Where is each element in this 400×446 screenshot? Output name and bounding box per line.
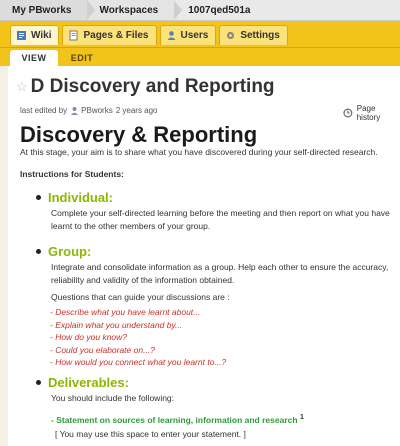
section-deliverables-heading (36, 375, 129, 390)
last-edited (20, 106, 158, 115)
question-item: - Describe what you have learnt about... (50, 307, 201, 317)
statement-link-label: - Statement on sources of learning, information and research (51, 414, 298, 425)
questions-list (50, 306, 226, 369)
wiki-icon (16, 30, 27, 41)
tab-wiki-label: Wiki (31, 30, 52, 41)
breadcrumb (0, 0, 400, 21)
page-history-label: Page history (356, 104, 381, 122)
individual-text: Complete your self-directed learning before the meeting and then report on what you have learnt to the other members of your group. (51, 208, 390, 231)
section-group-heading (36, 244, 91, 259)
breadcrumb-current-label: 1007qed501a (188, 4, 251, 16)
title-row (16, 76, 275, 98)
mode-tabs (0, 48, 400, 66)
star-icon[interactable]: ☆ (16, 79, 28, 94)
question-item: - Could you elaborate on...? (50, 344, 155, 355)
pbworks-user-icon (70, 106, 79, 115)
bullet-icon (36, 195, 41, 200)
individual-heading-label: Individual: (48, 190, 113, 205)
breadcrumb-my-pbworks-label: My PBworks (12, 4, 72, 16)
deliverables-heading-label: Deliverables: (48, 375, 129, 390)
tab-users[interactable] (160, 25, 217, 45)
breadcrumb-workspaces[interactable] (87, 0, 174, 20)
question-item: - How do you know? (50, 332, 128, 342)
last-edited-author[interactable]: PBworks (81, 106, 113, 115)
statement-link[interactable] (51, 414, 304, 425)
footnote-marker[interactable]: 1 (299, 414, 304, 421)
last-edited-time: 2 years ago (115, 106, 158, 115)
intro-text: At this stage, your aim is to share what you have discovered during your self-directed research. (20, 147, 378, 157)
nav-bar (0, 21, 400, 48)
tab-settings[interactable] (219, 25, 287, 45)
breadcrumb-my-pbworks[interactable] (0, 0, 87, 20)
tab-settings-label: Settings (240, 30, 280, 41)
bullet-icon (36, 249, 41, 254)
group-heading-label: Group: (48, 244, 92, 259)
group-text: Integrate and consolidate information as a group. Help each other to ensure the accuracy, reliability and validity of the information obtained. (51, 262, 389, 285)
tab-pages-files[interactable] (62, 25, 156, 45)
bullet-icon (36, 380, 41, 385)
breadcrumb-current-workspace[interactable] (174, 0, 266, 20)
questions-intro: Questions that can guide your discussions are : (51, 292, 230, 302)
breadcrumb-workspaces-label: Workspaces (99, 4, 159, 16)
pages-icon (68, 30, 79, 41)
tab-edit[interactable]: EDIT (70, 53, 94, 63)
content-heading: Discovery & Reporting (20, 122, 258, 147)
page-content (8, 66, 400, 446)
tab-view[interactable]: VIEW (10, 50, 58, 66)
question-item: - How would you connect what you learnt to...? (50, 357, 227, 367)
page-title: D Discovery and Reporting (30, 76, 275, 97)
question-item: - Explain what you understand by... (50, 319, 183, 330)
tab-wiki[interactable] (10, 25, 59, 45)
tab-users-label: Users (180, 30, 209, 41)
last-edited-prefix: last edited by (20, 106, 68, 115)
section-individual-heading (36, 190, 113, 205)
statement-placeholder: [ You may use this space to enter your statement. ] (55, 429, 246, 439)
users-icon (166, 30, 177, 41)
instructions-label: Instructions for Students: (20, 169, 124, 179)
history-icon (343, 108, 353, 118)
tab-pages-files-label: Pages & Files (83, 30, 149, 41)
gear-icon (225, 30, 236, 41)
deliverables-text: You should include the following: (51, 393, 175, 403)
page-history-link[interactable] (343, 104, 400, 122)
